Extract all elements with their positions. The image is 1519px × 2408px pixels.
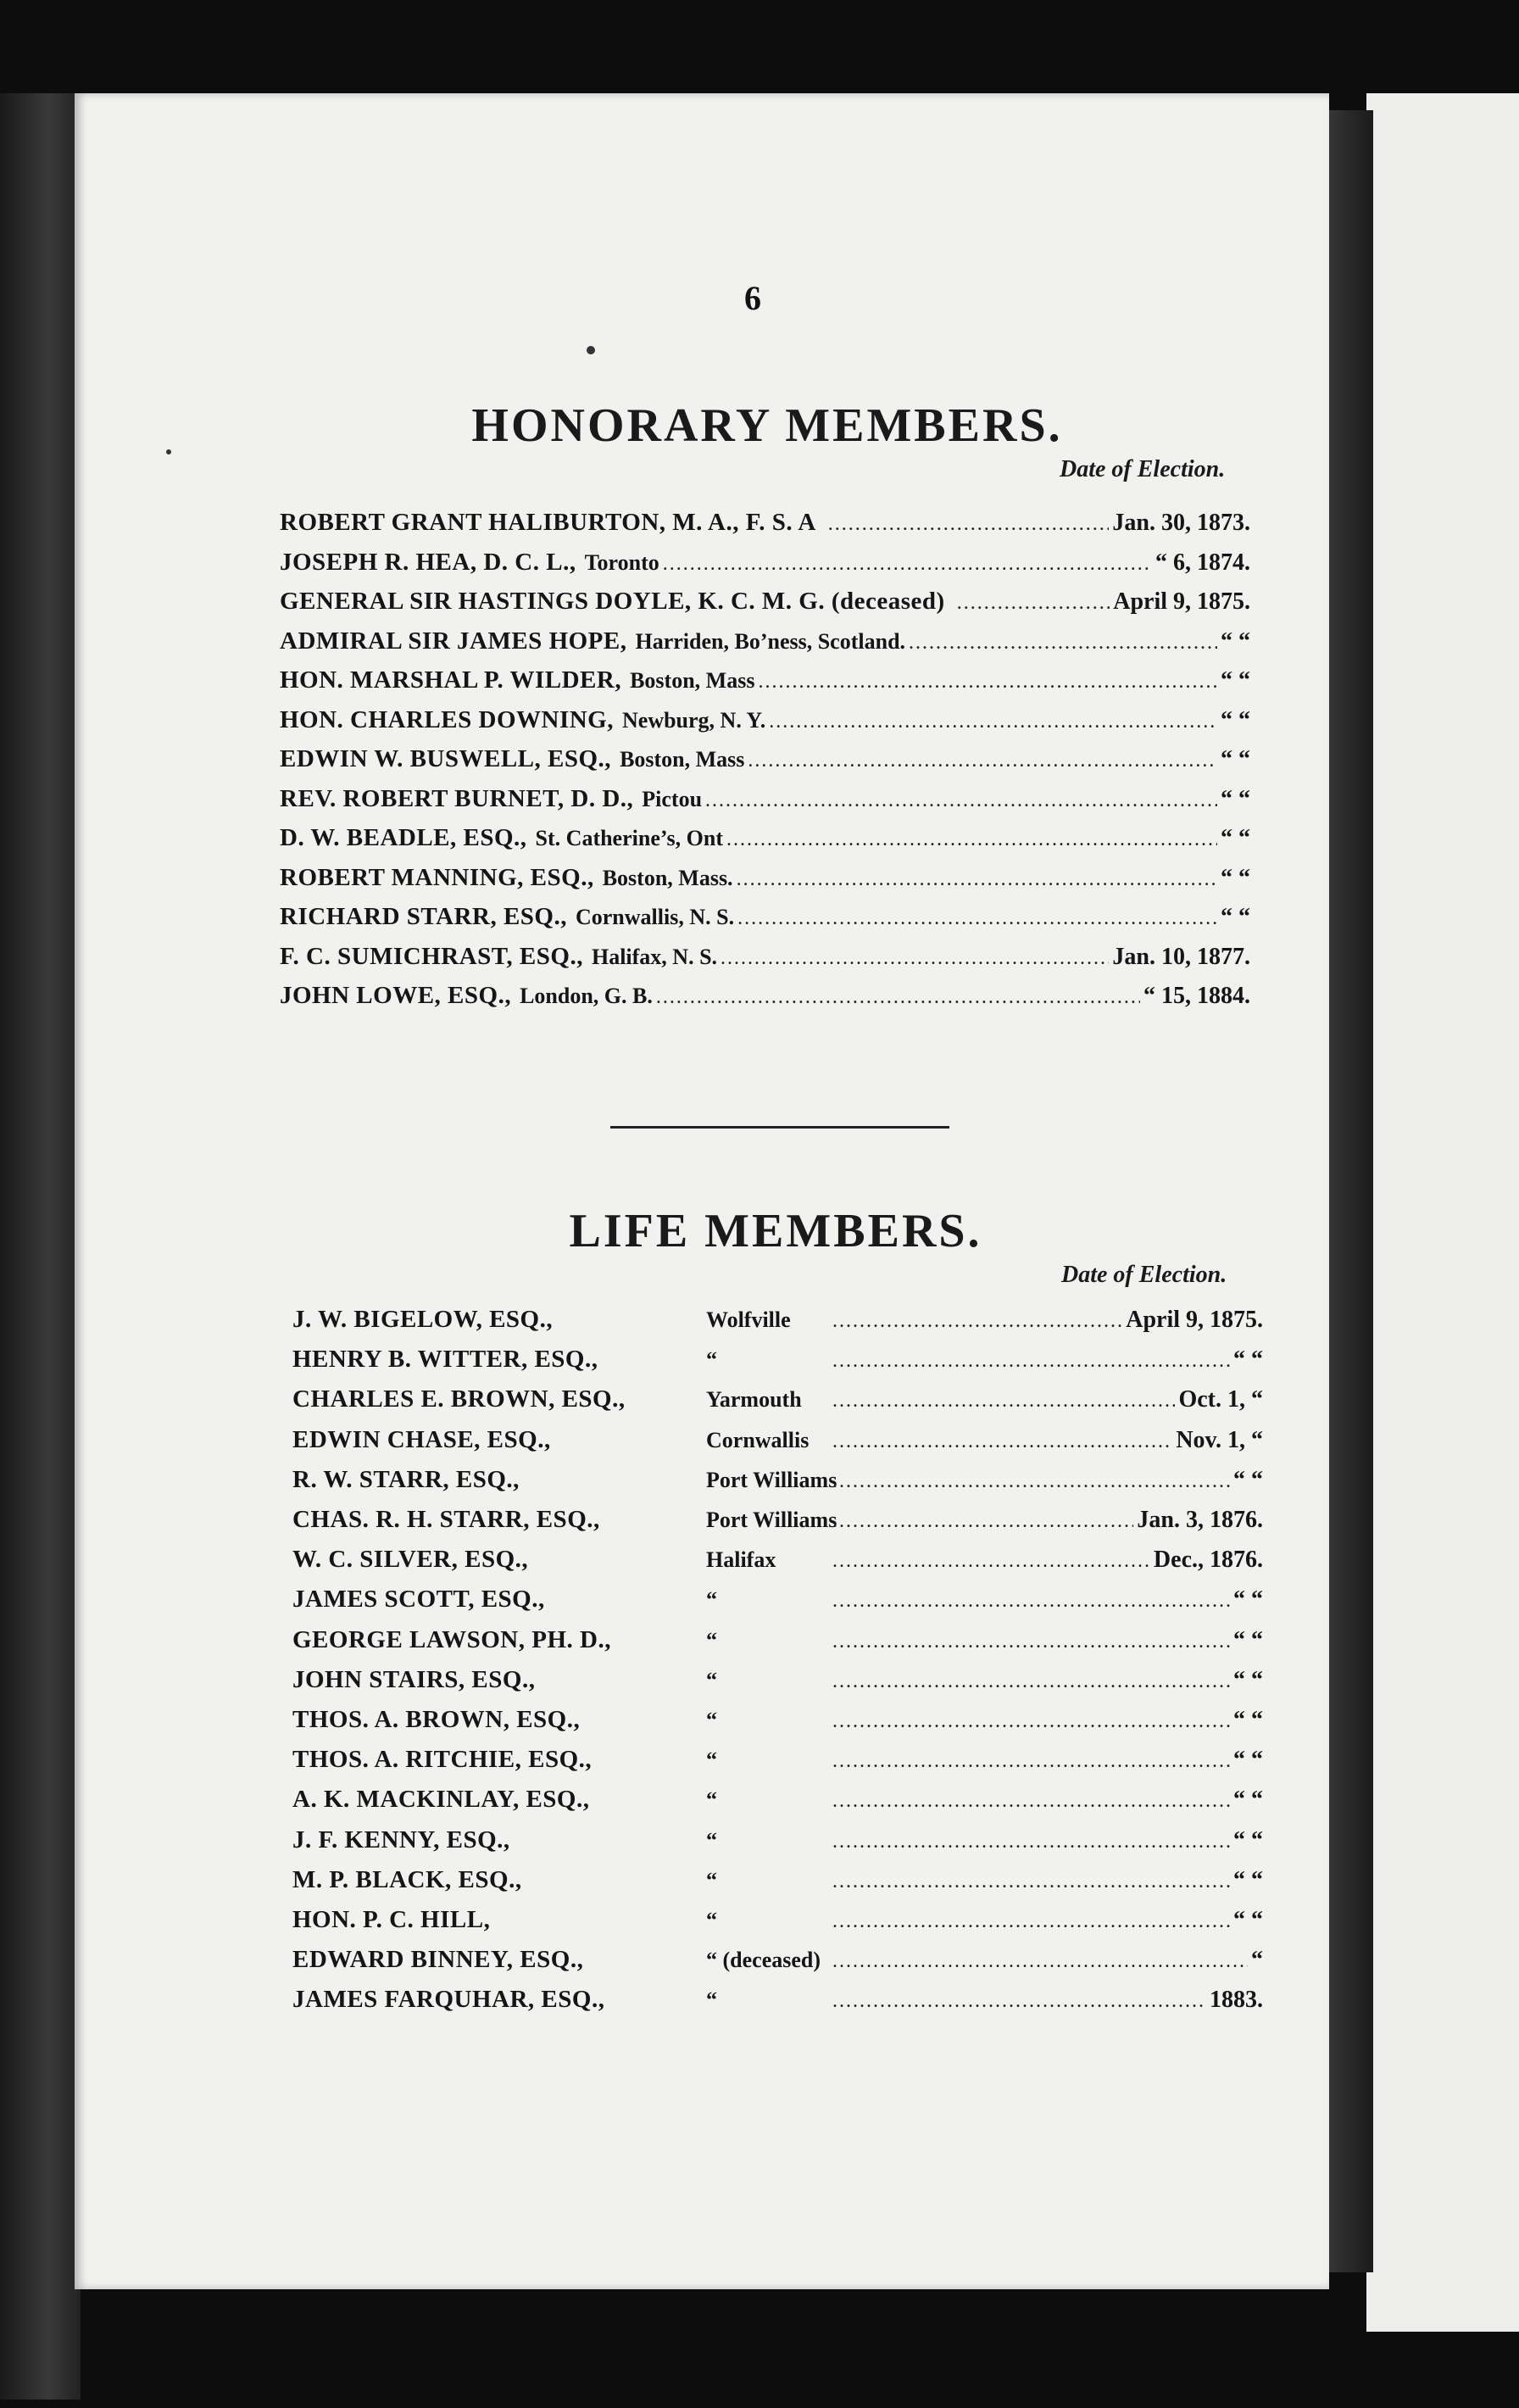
member-name: W. C. SILVER, ESQ., — [292, 1546, 529, 1574]
dot-leader — [832, 1750, 1230, 1773]
election-date: “ “ — [1221, 785, 1250, 812]
election-date: “ 6, 1874. — [1155, 549, 1250, 576]
life-member-row — [292, 1346, 1263, 1385]
member-location: “ — [706, 1627, 717, 1653]
honorary-member-row — [280, 706, 1250, 745]
member-location: Boston, Mass — [630, 668, 755, 693]
member-name: GEORGE LAWSON, PH. D., — [292, 1625, 611, 1653]
member-location: “ — [706, 1747, 717, 1773]
dot-leader — [832, 1430, 1172, 1453]
election-date: “ “ — [1221, 864, 1250, 891]
book-spine — [0, 93, 81, 2400]
dot-leader — [832, 1390, 1175, 1413]
member-name: R. W. STARR, ESQ., — [292, 1465, 520, 1493]
life-member-row — [292, 1786, 1263, 1825]
honorary-member-row — [280, 509, 1250, 548]
election-date: “ “ — [1233, 1707, 1263, 1733]
page-number: 6 — [744, 279, 761, 317]
member-name: HENRY B. WITTER, ESQ., — [292, 1346, 598, 1374]
member-location: Newburg, N. Y. — [622, 707, 766, 733]
life-member-row — [292, 1586, 1263, 1625]
election-date: “ “ — [1233, 1866, 1263, 1893]
dot-leader — [832, 1350, 1230, 1373]
member-name: F. C. SUMICHRAST, ESQ., — [280, 942, 583, 970]
member-name: ADMIRAL SIR JAMES HOPE, — [280, 627, 627, 655]
election-date: 1883. — [1210, 1987, 1263, 2014]
dot-leader — [721, 947, 1109, 970]
dot-leader — [957, 592, 1110, 615]
life-member-row — [292, 1746, 1263, 1785]
election-date: “ “ — [1221, 627, 1250, 655]
election-date: “ — [1251, 1947, 1263, 1974]
election-date: Jan. 3, 1876. — [1137, 1507, 1263, 1533]
member-location: Wolfville — [706, 1307, 791, 1332]
life-member-row — [292, 1506, 1263, 1545]
member-location: “ — [706, 1667, 717, 1692]
dot-leader — [832, 1950, 1248, 1973]
dot-leader — [705, 789, 1217, 812]
member-name: JAMES FARQUHAR, ESQ., — [292, 1986, 605, 2014]
member-name: THOS. A. RITCHIE, ESQ., — [292, 1746, 593, 1774]
member-name: ROBERT MANNING, ESQ., — [280, 863, 594, 891]
dot-leader — [832, 1790, 1230, 1813]
member-location: Yarmouth — [706, 1387, 802, 1413]
member-name: HON. MARSHAL P. WILDER, — [280, 666, 622, 694]
dot-leader — [832, 1310, 1122, 1333]
dot-leader — [832, 1910, 1230, 1933]
dot-leader — [832, 1510, 1133, 1533]
member-location: Pictou — [642, 786, 703, 811]
honorary-member-row — [280, 745, 1250, 784]
member-location: Boston, Mass. — [602, 865, 733, 890]
honorary-member-row — [280, 627, 1250, 666]
life-member-row — [292, 1466, 1263, 1505]
election-date: “ “ — [1233, 1786, 1263, 1814]
member-location: Cornwallis, N. S. — [575, 905, 735, 929]
section-divider — [610, 1126, 949, 1129]
election-date: Oct. 1, “ — [1178, 1386, 1263, 1413]
member-location: Port Williams — [706, 1508, 837, 1532]
election-date: “ “ — [1233, 1826, 1263, 1853]
member-location: Harriden, Bo’ness, Scotland. — [635, 628, 906, 654]
member-name: CHAS. R. H. STARR, ESQ., — [292, 1506, 600, 1533]
member-location: Toronto — [584, 549, 659, 575]
member-name: REV. ROBERT BURNET, D. D., — [280, 784, 634, 812]
member-location: “ — [706, 1827, 717, 1853]
election-date: “ 15, 1884. — [1143, 983, 1250, 1009]
member-location: “ (deceased) — [706, 1948, 821, 1973]
member-location: “ — [706, 1347, 717, 1373]
election-date: Nov. 1, “ — [1176, 1426, 1263, 1453]
life-date-column-header: Date of Election. — [1061, 1262, 1227, 1288]
life-member-row — [292, 1626, 1263, 1665]
life-member-row — [292, 1986, 1263, 2025]
member-location: “ — [706, 1708, 717, 1732]
dot-leader — [832, 1870, 1230, 1893]
election-date: “ “ — [1233, 1586, 1263, 1614]
dot-leader — [832, 1550, 1150, 1573]
dot-leader — [832, 1990, 1206, 2013]
member-name: JAMES SCOTT, ESQ., — [292, 1586, 545, 1614]
member-name: RICHARD STARR, ESQ., — [280, 903, 567, 930]
member-name: A. K. MACKINLAY, ESQ., — [292, 1786, 590, 1814]
member-name: HON. CHARLES DOWNING, — [280, 705, 614, 733]
member-location: “ — [706, 1908, 717, 1932]
honorary-member-row — [280, 982, 1250, 1021]
dot-leader — [832, 1590, 1230, 1613]
member-name: J. F. KENNY, ESQ., — [292, 1826, 510, 1853]
life-member-row — [292, 1546, 1263, 1585]
page-gutter-shadow — [1322, 110, 1373, 2272]
election-date: April 9, 1875. — [1113, 588, 1250, 615]
election-date: “ “ — [1233, 1626, 1263, 1653]
honorary-member-row — [280, 943, 1250, 982]
member-name: M. P. BLACK, ESQ., — [292, 1865, 522, 1893]
dot-leader — [726, 828, 1217, 851]
election-date: Jan. 10, 1877. — [1112, 943, 1250, 970]
dot-leader — [828, 513, 1110, 536]
member-name: GENERAL SIR HASTINGS DOYLE, K. C. M. G. (deceased) — [280, 588, 945, 615]
member-location: Port Williams — [706, 1467, 837, 1492]
member-location: “ — [706, 1587, 717, 1613]
honorary-member-row — [280, 549, 1250, 588]
life-member-row — [292, 1426, 1263, 1465]
election-date: “ “ — [1233, 1747, 1263, 1774]
dot-leader — [832, 1670, 1230, 1693]
honorary-member-row — [280, 666, 1250, 705]
ink-speck — [587, 346, 595, 354]
election-date: “ “ — [1221, 746, 1250, 772]
dot-leader — [737, 868, 1217, 891]
member-location: “ — [706, 1787, 717, 1813]
election-date: “ “ — [1221, 667, 1250, 694]
honorary-member-row — [280, 588, 1250, 627]
member-name: CHARLES E. BROWN, ESQ., — [292, 1385, 626, 1413]
life-member-row — [292, 1385, 1263, 1424]
honorary-member-row — [280, 864, 1250, 903]
life-member-row — [292, 1946, 1263, 1985]
election-date: April 9, 1875. — [1126, 1307, 1263, 1333]
life-member-row — [292, 1906, 1263, 1945]
member-location: Cornwallis — [706, 1427, 810, 1452]
life-member-row — [292, 1826, 1263, 1865]
dot-leader — [832, 1630, 1230, 1653]
adjacent-page — [1366, 93, 1519, 2332]
dot-leader — [909, 632, 1217, 655]
member-location: St. Catherine’s, Ont — [535, 826, 724, 850]
honorary-members-title: HONORARY MEMBERS. — [471, 399, 1063, 452]
life-member-row — [292, 1666, 1263, 1705]
ink-speck — [166, 449, 171, 454]
member-name: D. W. BEADLE, ESQ., — [280, 824, 527, 851]
honorary-date-column-header: Date of Election. — [1060, 456, 1226, 482]
dot-leader — [748, 750, 1217, 772]
life-member-row — [292, 1306, 1263, 1345]
member-name: J. W. BIGELOW, ESQ., — [292, 1306, 554, 1333]
dot-leader — [758, 671, 1217, 694]
dot-leader — [663, 553, 1152, 576]
member-location: “ — [706, 1987, 717, 2013]
member-location: Boston, Mass — [620, 747, 745, 772]
election-date: Dec., 1876. — [1153, 1547, 1263, 1574]
honorary-member-row — [280, 824, 1250, 863]
member-name: HON. P. C. HILL, — [292, 1906, 491, 1933]
member-name: JOHN LOWE, ESQ., — [280, 982, 512, 1009]
honorary-member-row — [280, 785, 1250, 824]
member-name: EDWIN W. BUSWELL, ESQ., — [280, 745, 612, 772]
member-location: “ — [706, 1867, 717, 1892]
election-date: “ “ — [1221, 825, 1250, 851]
dot-leader — [832, 1470, 1230, 1493]
election-date: “ “ — [1233, 1666, 1263, 1693]
member-name: EDWARD BINNEY, ESQ., — [292, 1946, 584, 1974]
election-date: “ “ — [1233, 1907, 1263, 1933]
member-location: London, G. B. — [520, 984, 653, 1008]
member-name: EDWIN CHASE, ESQ., — [292, 1425, 551, 1453]
election-date: “ “ — [1221, 904, 1250, 930]
member-name: ROBERT GRANT HALIBURTON, M. A., F. S. A — [280, 509, 816, 536]
life-member-row — [292, 1866, 1263, 1905]
dot-leader — [769, 711, 1217, 733]
election-date: “ “ — [1233, 1466, 1263, 1493]
election-date: Jan. 30, 1873. — [1112, 510, 1250, 536]
member-name: JOHN STAIRS, ESQ., — [292, 1665, 536, 1693]
life-members-title: LIFE MEMBERS. — [569, 1205, 982, 1257]
dot-leader — [656, 986, 1140, 1009]
member-location: Halifax, N. S. — [591, 944, 718, 969]
honorary-member-row — [280, 903, 1250, 942]
member-location: Halifax — [706, 1547, 776, 1573]
dot-leader — [832, 1831, 1230, 1853]
life-member-row — [292, 1706, 1263, 1745]
election-date: “ “ — [1221, 706, 1250, 733]
dot-leader — [737, 907, 1217, 930]
dot-leader — [832, 1710, 1230, 1733]
member-name: THOS. A. BROWN, ESQ., — [292, 1706, 581, 1733]
election-date: “ “ — [1233, 1346, 1263, 1374]
member-name: JOSEPH R. HEA, D. C. L., — [280, 548, 576, 576]
